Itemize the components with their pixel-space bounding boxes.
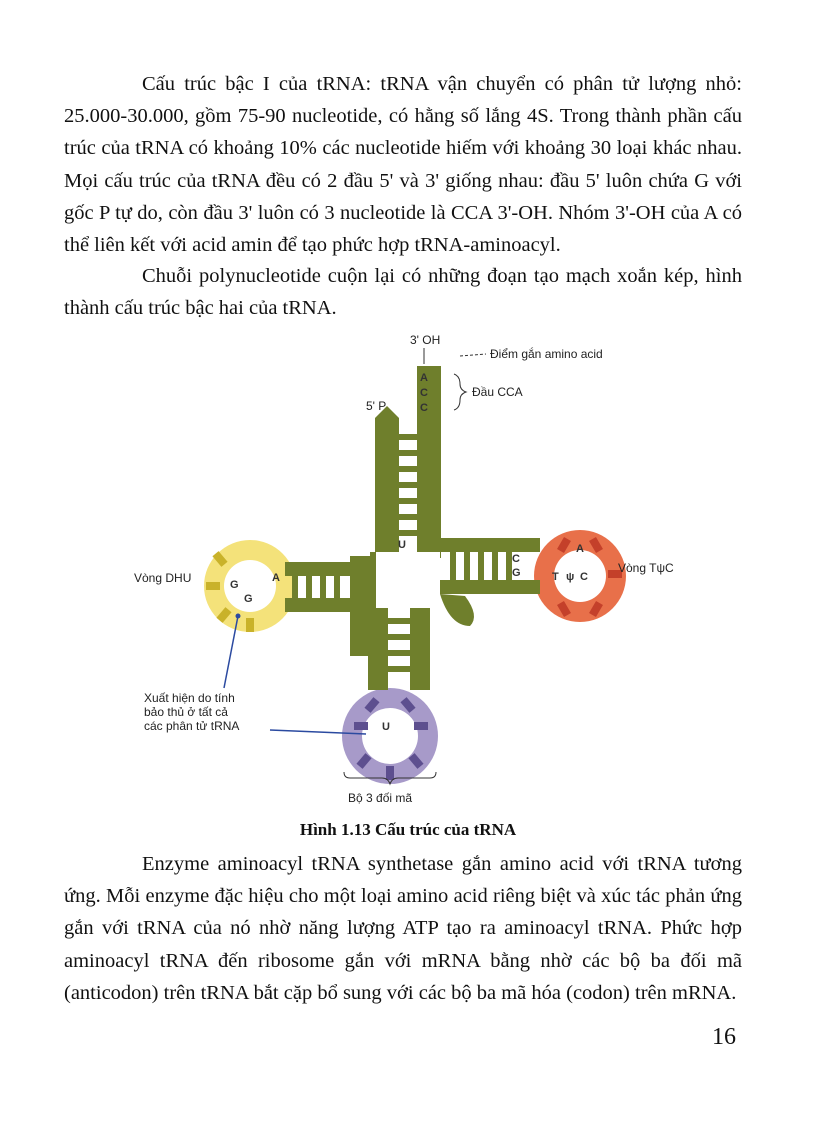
label-5p: 5' P — [366, 399, 387, 413]
d-arm-bars — [292, 576, 340, 598]
paragraph-secondary-structure: Chuỗi polynucleotide cuộn lại có những đoạn tạo mạch xoắn kép, hình thành cấu trúc bậc hai của tRNA. — [64, 265, 742, 320]
label-conserved-1: Xuất hiện do tính — [144, 691, 235, 705]
variable-loop — [440, 594, 474, 626]
label-anticodon: Bộ 3 đối mã — [348, 791, 413, 805]
t-arm-bottom — [440, 580, 540, 594]
base-t-c: C — [512, 553, 520, 565]
d-arm-top — [285, 562, 353, 576]
base-dhu-g1: G — [230, 579, 239, 591]
base-t-psi: ψ — [566, 571, 575, 583]
base-a: A — [420, 372, 428, 384]
base-t-g: G — [512, 567, 521, 579]
base-dhu-g2: G — [244, 593, 253, 605]
base-c2: C — [420, 402, 428, 414]
acceptor-stem-bars — [399, 434, 417, 536]
trna-diagram — [120, 326, 720, 816]
label-cca: Đầu CCA — [472, 385, 523, 399]
base-anti-u: U — [382, 721, 390, 733]
base-t-a: A — [576, 543, 584, 555]
label-3-oh: 3' OH — [410, 333, 441, 347]
paragraph-synthetase: Enzyme aminoacyl tRNA synthetase gắn amino acid với tRNA tương ứng. Mỗi enzyme đặc hiệu cho một loại amino acid riêng biệt và xúc tác phản ứng gắn với tRNA của nó nhờ năng lượng ATP tạo ra aminoacyl tRNA. Phức hợp aminoacyl tRNA đến ribosome gắn với mRNA bằng nhờ các bộ ba đối mã (anticodon) trên tRNA bắt cặp bổ sung với các bộ ba mã hóa (codon) trên mRNA. — [64, 853, 742, 1004]
base-dhu-a: A — [272, 572, 280, 584]
t-arm-bars — [450, 552, 512, 580]
junction-center — [370, 552, 440, 608]
junction-edge — [370, 552, 376, 608]
anticodon-loop-inner — [362, 708, 418, 764]
anticodon-stem-right — [410, 606, 430, 690]
label-dhu-loop: Vòng DHU — [134, 571, 192, 585]
d-arm-bottom — [285, 598, 353, 612]
acceptor-stem-left — [375, 418, 399, 558]
amino-site-leader — [460, 354, 486, 356]
t-arm-top — [440, 538, 540, 552]
figure-caption: Hình 1.13 Cấu trúc của tRNA — [299, 820, 517, 839]
trna-figure — [120, 326, 720, 816]
label-amino-site: Điểm gắn amino acid — [490, 347, 603, 361]
anticodon-stem-bars — [388, 618, 410, 672]
base-t-c2: C — [580, 571, 588, 583]
paragraph-primary-structure: Cấu trúc bậc I của tRNA: tRNA vận chuyển có phân tử lượng nhỏ: 25.000-30.000, gồm 75-90 nucleotide, có hằng số lắng 4S. Trong thành phần cấu trúc của tRNA có khoảng 10% các nucleotide hiếm với khoảng 30 loại khác nhau. Mọi cấu trúc của tRNA đều có 2 đầu 5' và 3' giống nhau: đầu 5' luôn chứa G với gốc P tự do, còn đầu 3' luôn có 3 nucleotide là CCA 3'-OH. Nhóm 3'-OH của A có thể liên kết với acid amin để tạo phức hợp tRNA-aminoacyl. — [64, 73, 742, 257]
label-tpsic-loop: Vòng TψC — [618, 561, 674, 575]
page-number: 16 — [712, 1024, 736, 1050]
base-t-t: T — [552, 571, 559, 583]
anticodon-stem-left — [368, 606, 388, 690]
label-conserved-3: các phân tử tRNA — [144, 719, 240, 733]
base-c1: C — [420, 387, 428, 399]
label-conserved-2: bảo thủ ở tất cả — [144, 705, 228, 719]
base-u-center: U — [398, 539, 406, 551]
cca-brace — [454, 374, 466, 410]
conserved-pointer-dot — [236, 614, 241, 619]
